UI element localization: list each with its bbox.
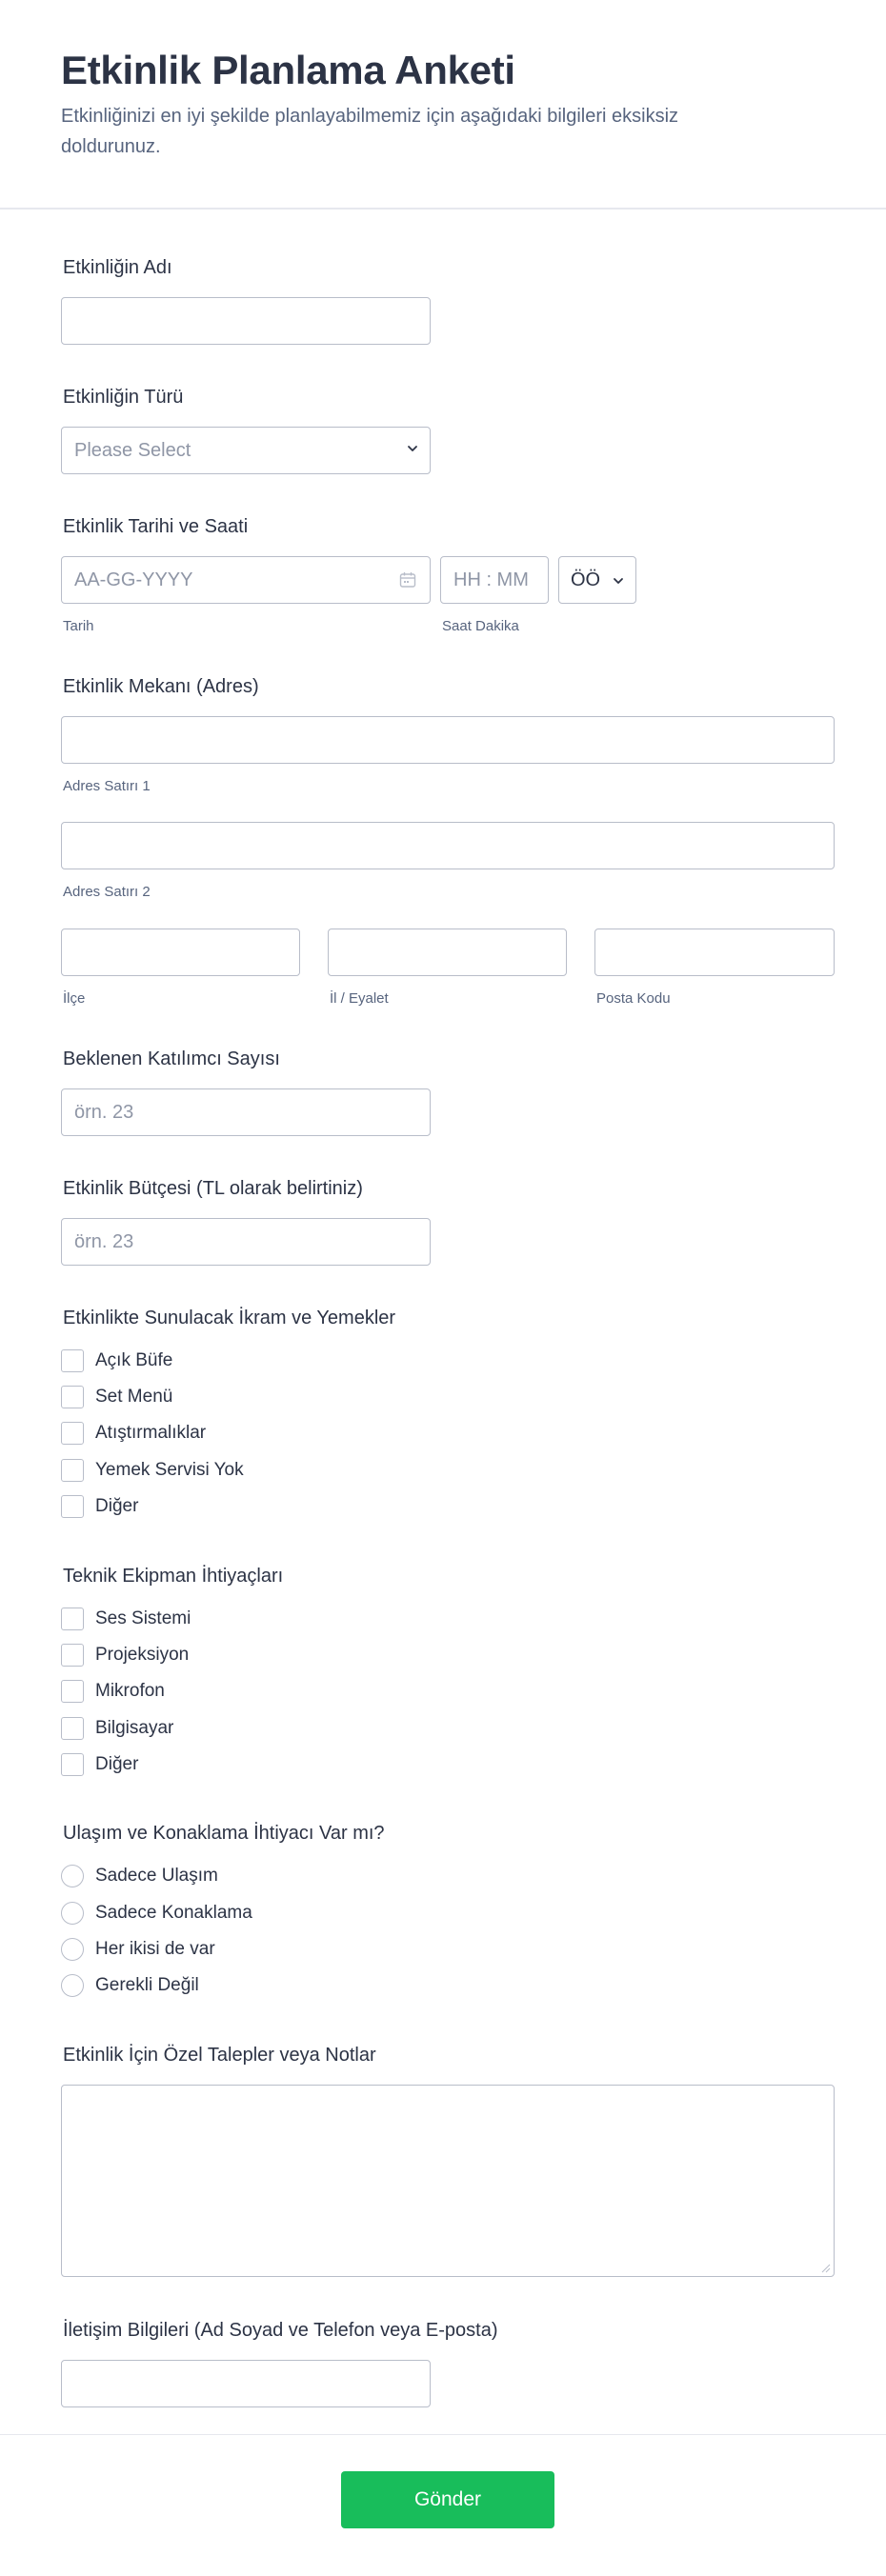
time-placeholder: HH : MM xyxy=(453,569,529,590)
attendees-input[interactable] xyxy=(61,1088,431,1136)
datetime-label: Etkinlik Tarihi ve Saati xyxy=(63,516,249,537)
transport-option-label: Gerekli Değil xyxy=(95,1975,199,1995)
transport-label: Ulaşım ve Konaklama İhtiyacı Var mı? xyxy=(63,1823,385,1844)
postal-code-sublabel: Posta Kodu xyxy=(596,990,671,1007)
district-input[interactable] xyxy=(61,929,300,976)
equipment-option-label: Ses Sistemi xyxy=(95,1608,191,1628)
catering-option[interactable] xyxy=(61,1494,138,1519)
equipment-option-label: Projeksiyon xyxy=(95,1645,190,1665)
postal-code-input[interactable] xyxy=(594,929,835,976)
calendar-icon[interactable] xyxy=(399,571,416,589)
equipment-option[interactable] xyxy=(61,1607,191,1631)
checkbox[interactable] xyxy=(61,1717,84,1740)
checkbox[interactable] xyxy=(61,1608,84,1630)
transport-option[interactable] xyxy=(61,1864,218,1888)
event-name-input[interactable] xyxy=(61,297,431,345)
catering-option[interactable] xyxy=(61,1348,172,1373)
event-type-placeholder: Please Select xyxy=(74,439,191,461)
time-input[interactable] xyxy=(440,556,549,604)
radio-button[interactable] xyxy=(61,1902,84,1925)
checkbox[interactable] xyxy=(61,1459,84,1482)
transport-option-label: Her ikisi de var xyxy=(95,1939,215,1959)
catering-option-label: Set Menü xyxy=(95,1387,173,1407)
attendees-placeholder: örn. 23 xyxy=(74,1101,134,1123)
transport-option[interactable] xyxy=(61,1901,252,1926)
event-type-label: Etkinliğin Türü xyxy=(63,387,184,408)
catering-label: Etkinlikte Sunulacak İkram ve Yemekler xyxy=(63,1308,396,1328)
attendees-label: Beklenen Katılımcı Sayısı xyxy=(63,1048,280,1069)
address-line2-input[interactable] xyxy=(61,822,835,869)
radio-button[interactable] xyxy=(61,1974,84,1997)
notes-label: Etkinlik İçin Özel Talepler veya Notlar xyxy=(63,2045,376,2066)
province-sublabel: İl / Eyalet xyxy=(330,990,389,1007)
catering-option[interactable] xyxy=(61,1385,172,1409)
checkbox[interactable] xyxy=(61,1644,84,1667)
form-title: Etkinlik Planlama Anketi xyxy=(61,48,515,92)
catering-option-label: Açık Büfe xyxy=(95,1350,173,1370)
catering-option-label: Diğer xyxy=(95,1496,139,1516)
equipment-option[interactable] xyxy=(61,1752,138,1777)
submit-button[interactable]: Gönder xyxy=(341,2471,554,2528)
transport-option[interactable] xyxy=(61,1937,215,1962)
district-sublabel: İlçe xyxy=(63,990,86,1007)
equipment-option[interactable] xyxy=(61,1716,173,1741)
transport-option[interactable] xyxy=(61,1973,199,1998)
time-sublabel: Saat Dakika xyxy=(442,618,519,634)
checkbox[interactable] xyxy=(61,1422,84,1445)
radio-button[interactable] xyxy=(61,1865,84,1887)
ampm-select[interactable] xyxy=(558,556,636,604)
catering-option[interactable] xyxy=(61,1421,206,1446)
date-sublabel: Tarih xyxy=(63,618,94,634)
catering-option-label: Atıştırmalıklar xyxy=(95,1423,207,1443)
checkbox[interactable] xyxy=(61,1495,84,1518)
event-name-label: Etkinliğin Adı xyxy=(63,257,172,278)
equipment-option-label: Mikrofon xyxy=(95,1681,165,1701)
address-line2-sublabel: Adres Satırı 2 xyxy=(63,884,151,900)
date-input[interactable] xyxy=(61,556,431,604)
equipment-option[interactable] xyxy=(61,1643,189,1667)
catering-option-label: Yemek Servisi Yok xyxy=(95,1460,244,1480)
province-input[interactable] xyxy=(328,929,567,976)
transport-option-label: Sadece Ulaşım xyxy=(95,1866,218,1886)
radio-button[interactable] xyxy=(61,1938,84,1961)
equipment-label: Teknik Ekipman İhtiyaçları xyxy=(63,1566,284,1587)
checkbox[interactable] xyxy=(61,1349,84,1372)
chevron-down-icon xyxy=(613,575,624,587)
equipment-option[interactable] xyxy=(61,1679,165,1704)
catering-option[interactable] xyxy=(61,1458,244,1483)
form-subtitle: Etkinliğinizi en iyi şekilde planlayabilmemiz için aşağıdaki bilgileri eksiksiz doldurunuz. xyxy=(61,106,679,157)
checkbox[interactable] xyxy=(61,1680,84,1703)
contact-input[interactable] xyxy=(61,2360,431,2407)
ampm-value: ÖÖ xyxy=(571,569,601,590)
date-placeholder: AA-GG-YYYY xyxy=(74,569,193,590)
budget-label: Etkinlik Bütçesi (TL olarak belirtiniz) xyxy=(63,1178,363,1199)
address-line1-input[interactable] xyxy=(61,716,835,764)
event-type-select[interactable] xyxy=(61,427,431,474)
equipment-option-label: Diğer xyxy=(95,1754,139,1774)
contact-label: İletişim Bilgileri (Ad Soyad ve Telefon veya E-posta) xyxy=(63,2320,498,2341)
address-label: Etkinlik Mekanı (Adres) xyxy=(63,676,259,697)
budget-placeholder: örn. 23 xyxy=(74,1230,134,1252)
resize-grip-icon[interactable] xyxy=(819,2262,831,2273)
transport-option-label: Sadece Konaklama xyxy=(95,1903,252,1923)
footer-divider xyxy=(0,2434,886,2435)
form-header xyxy=(0,0,886,210)
budget-input[interactable] xyxy=(61,1218,431,1266)
address-line1-sublabel: Adres Satırı 1 xyxy=(63,778,151,794)
checkbox[interactable] xyxy=(61,1753,84,1776)
checkbox[interactable] xyxy=(61,1386,84,1408)
equipment-option-label: Bilgisayar xyxy=(95,1718,174,1738)
notes-textarea[interactable] xyxy=(61,2085,835,2277)
chevron-down-icon xyxy=(407,443,418,454)
